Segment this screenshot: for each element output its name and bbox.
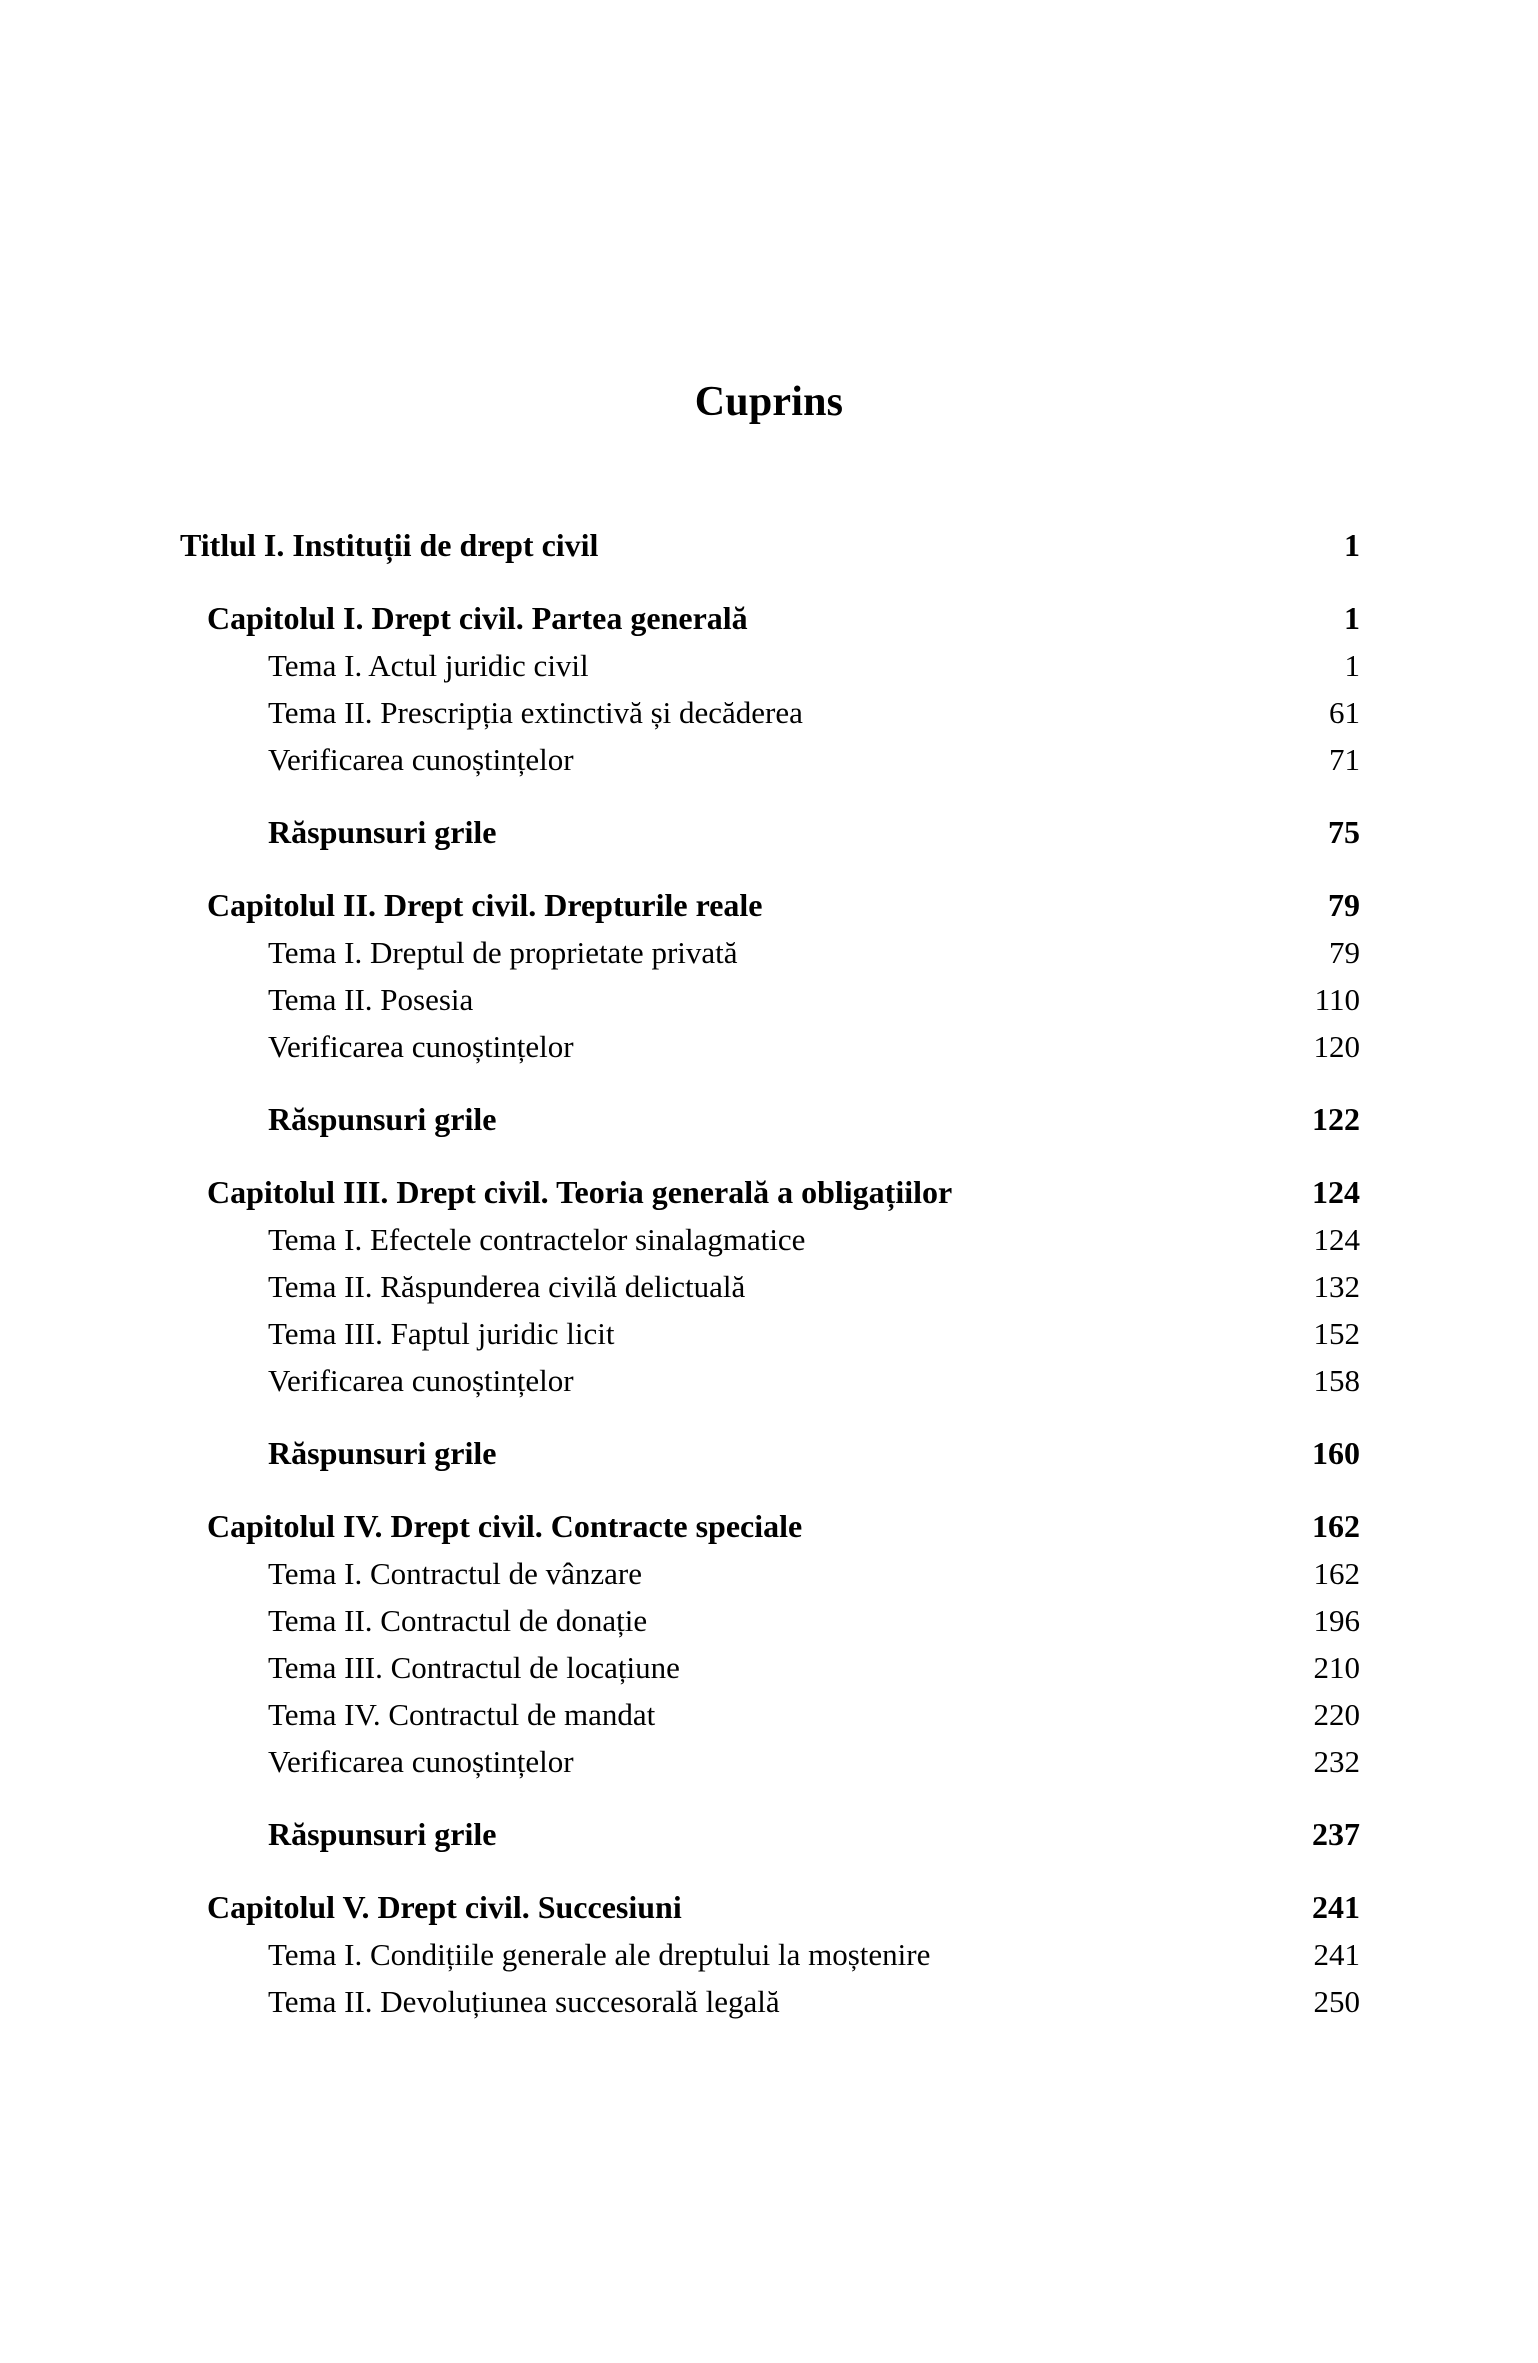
toc-entry-topic[interactable] (0, 1023, 1538, 1070)
toc-entry-page-number: 79 (1328, 887, 1360, 923)
toc-entry-page-number: 79 (1329, 935, 1360, 970)
toc-entry-answers[interactable] (0, 1096, 1538, 1143)
toc-entry-label: Tema I. Efectele contractelor sinalagmatice (268, 1222, 806, 1257)
toc-entry-topic[interactable] (0, 1550, 1538, 1597)
toc-entry-label: Capitolul IV. Drept civil. Contracte speciale (207, 1508, 803, 1544)
toc-entry-topic[interactable] (0, 1738, 1538, 1785)
toc-entry-topic[interactable] (0, 1263, 1538, 1310)
toc-entry-answers[interactable] (0, 1430, 1538, 1477)
toc-entry-page-number: 241 (1312, 1889, 1360, 1925)
toc-entry-page-number: 71 (1329, 742, 1360, 777)
toc-entry-label: Răspunsuri grile (268, 1435, 497, 1471)
toc-entry-page-number: 160 (1312, 1435, 1360, 1471)
dot-leader (599, 540, 1341, 556)
dot-leader (497, 1829, 1309, 1845)
toc-entry-topic[interactable] (0, 736, 1538, 783)
toc-entry-page-number: 162 (1312, 1508, 1360, 1544)
toc-entry-label: Răspunsuri grile (268, 1101, 497, 1137)
toc-entry-page-number: 75 (1328, 814, 1360, 850)
toc-entry-page-number: 110 (1314, 982, 1360, 1017)
toc-entry-page-number: 1 (1344, 600, 1360, 636)
dot-leader (683, 1902, 1309, 1918)
toc-entry-topic[interactable] (0, 689, 1538, 736)
toc-entry-topic[interactable] (0, 1357, 1538, 1404)
dot-leader (953, 1187, 1309, 1203)
toc-entry-topic[interactable] (0, 929, 1538, 976)
toc-entry-topic[interactable] (0, 642, 1538, 689)
toc-entry-topic[interactable] (0, 1310, 1538, 1357)
dot-leader (643, 1568, 1311, 1584)
dot-leader (739, 947, 1326, 963)
dot-leader (497, 827, 1325, 843)
dot-leader (681, 1662, 1311, 1678)
toc-entry-label: Tema I. Condițiile generale ale dreptului la moștenire (268, 1937, 931, 1972)
toc-entry-answers[interactable] (0, 1811, 1538, 1858)
dot-leader (474, 994, 1311, 1010)
dot-leader (575, 754, 1326, 770)
dot-leader (575, 1041, 1311, 1057)
toc-entry-label: Tema I. Contractul de vânzare (268, 1556, 642, 1591)
toc-entry-label: Verificarea cunoștințelor (268, 742, 574, 777)
toc-entry-chapter[interactable] (0, 595, 1538, 642)
toc-entry-label: Răspunsuri grile (268, 1816, 497, 1852)
toc-entry-label: Tema II. Devoluțiunea succesorală legală (268, 1984, 780, 2019)
toc-entry-label: Capitolul I. Drept civil. Partea generală (207, 600, 748, 636)
dot-leader (746, 1281, 1310, 1297)
toc-entry-label: Tema II. Contractul de donație (268, 1603, 648, 1638)
toc-entry-label: Capitolul III. Drept civil. Teoria generală a obligațiilor (207, 1174, 953, 1210)
toc-entry-page-number: 122 (1312, 1101, 1360, 1137)
toc-entry-topic[interactable] (0, 1931, 1538, 1978)
toc-entry-page-number: 237 (1312, 1816, 1360, 1852)
toc-entry-page-number: 1 (1344, 527, 1360, 563)
toc-entry-page-number: 232 (1313, 1744, 1360, 1779)
toc-entry-chapter[interactable] (0, 882, 1538, 929)
toc-entry-page-number: 158 (1313, 1363, 1360, 1398)
toc-entry-page-number: 241 (1313, 1937, 1360, 1972)
toc-entry-label: Tema II. Prescripția extinctivă și decăderea (268, 695, 803, 730)
dot-leader (781, 1996, 1311, 2012)
toc-entry-label: Tema II. Posesia (268, 982, 474, 1017)
toc-entry-page-number: 210 (1313, 1650, 1360, 1685)
toc-entry-page-number: 120 (1313, 1029, 1360, 1064)
dot-leader (806, 1234, 1310, 1250)
toc-entry-topic[interactable] (0, 1597, 1538, 1644)
toc-entry-label: Tema III. Faptul juridic licit (268, 1316, 615, 1351)
toc-entry-page-number: 220 (1313, 1697, 1360, 1732)
toc-entry-label: Verificarea cunoștințelor (268, 1744, 574, 1779)
toc-entry-topic[interactable] (0, 1216, 1538, 1263)
dot-leader (749, 613, 1341, 629)
toc-entry-page-number: 124 (1313, 1222, 1360, 1257)
toc-entry-label: Titlul I. Instituții de drept civil (180, 527, 599, 563)
toc-entry-chapter[interactable] (0, 1884, 1538, 1931)
dot-leader (764, 900, 1326, 916)
toc-entry-page-number: 1 (1344, 648, 1360, 683)
toc-entry-label: Verificarea cunoștințelor (268, 1363, 574, 1398)
toc-entry-topic[interactable] (0, 1978, 1538, 2025)
toc-entry-label: Tema I. Actul juridic civil (268, 648, 589, 683)
toc-entry-chapter[interactable] (0, 1169, 1538, 1216)
toc-entry-topic[interactable] (0, 976, 1538, 1023)
dot-leader (575, 1756, 1311, 1772)
toc-entry-chapter[interactable] (0, 1503, 1538, 1550)
dot-leader (590, 660, 1342, 676)
dot-leader (656, 1709, 1310, 1725)
dot-leader (615, 1328, 1310, 1344)
toc-entry-label: Verificarea cunoștințelor (268, 1029, 574, 1064)
dot-leader (497, 1448, 1309, 1464)
toc-entry-answers[interactable] (0, 809, 1538, 856)
toc-entry-topic[interactable] (0, 1644, 1538, 1691)
page-title: Cuprins (694, 379, 844, 425)
dot-leader (803, 1521, 1309, 1537)
toc-entry-list (0, 522, 1538, 2025)
toc-entry-label: Tema III. Contractul de locațiune (268, 1650, 680, 1685)
toc-entry-label: Capitolul V. Drept civil. Succesiuni (207, 1889, 682, 1925)
toc-entry-page-number: 152 (1313, 1316, 1360, 1351)
toc-entry-page-number: 124 (1312, 1174, 1360, 1210)
dot-leader (497, 1114, 1309, 1130)
dot-leader (575, 1375, 1311, 1391)
toc-entry-title[interactable] (0, 522, 1538, 569)
toc-entry-page-number: 162 (1313, 1556, 1360, 1591)
toc-entry-page-number: 132 (1313, 1269, 1360, 1304)
toc-entry-label: Tema II. Răspunderea civilă delictuală (268, 1269, 746, 1304)
toc-entry-topic[interactable] (0, 1691, 1538, 1738)
toc-entry-label: Tema I. Dreptul de proprietate privată (268, 935, 738, 970)
dot-leader (648, 1615, 1310, 1631)
toc-entry-page-number: 250 (1313, 1984, 1360, 2019)
dot-leader (931, 1949, 1310, 1965)
toc-entry-label: Capitolul II. Drept civil. Drepturile reale (207, 887, 763, 923)
dot-leader (804, 707, 1326, 723)
toc-entry-label: Tema IV. Contractul de mandat (268, 1697, 656, 1732)
toc-entry-page-number: 196 (1313, 1603, 1360, 1638)
toc-entry-page-number: 61 (1329, 695, 1360, 730)
toc-entry-label: Răspunsuri grile (268, 814, 497, 850)
